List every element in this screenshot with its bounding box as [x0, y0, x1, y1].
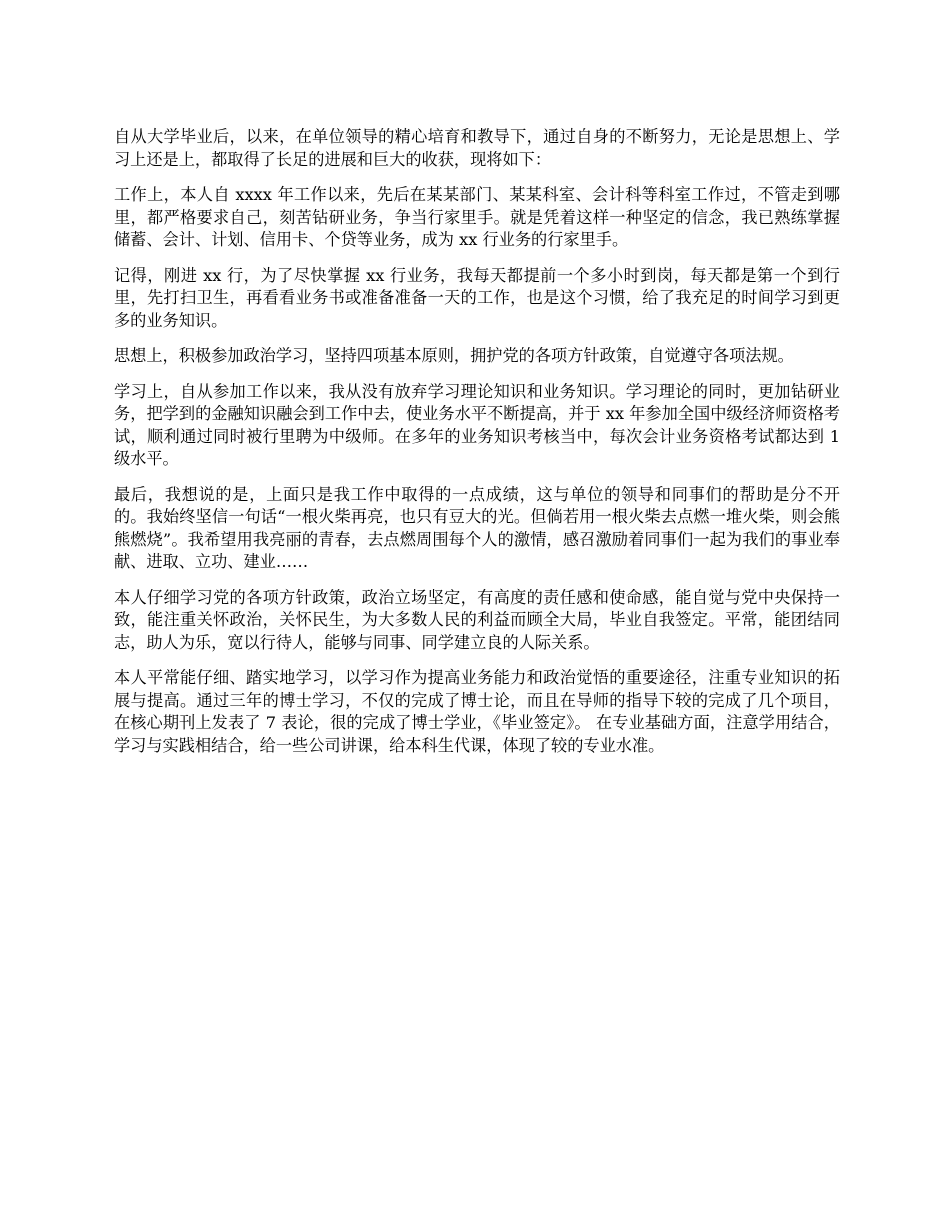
paragraph: 思想上，积极参加政治学习，坚持四项基本原则，拥护党的各项方针政策，自觉遵守各项法规。	[114, 346, 794, 365]
paragraph: 本人平常能仔细、踏实地学习，以学习作为提高业务能力和政治觉悟的重要途径，注重专业知识的拓展与提高。通过三年的博士学习，不仅的完成了博士论，而且在导师的指导下较的完成了几个项目，在核心期刊上发表了 7 表论，很的完成了博士学业，《毕业签定》。 在专业基础方面，注意学用结合，学习与实践相结合，给一些公司讲课，给本科生代课，体现了较的专业水准。	[114, 668, 840, 755]
paragraph: 记得，刚进 xx 行，为了尽快掌握 xx 行业务，我每天都提前一个多小时到岗，每天都是第一个到行里，先打扫卫生，再看看业务书或准备准备一天的工作，也是这个习惯，给了我充足的时间学习到更多的业务知识。	[114, 265, 840, 330]
paragraph: 学习上，自从参加工作以来，我从没有放弃学习理论知识和业务知识。学习理论的同时，更加钻研业务，把学到的金融知识融会到工作中去，使业务水平不断提高，并于 xx 年参加全国中级经济师资格考试，顺利通过同时被行里聘为中级师。在多年的业务知识考核当中，每次会计业务资格考试都达到 1 级水平。	[114, 381, 840, 468]
document-body	[114, 126, 840, 770]
paragraph: 本人仔细学习党的各项方针政策，政治立场坚定，有高度的责任感和使命感，能自觉与党中央保持一致，能注重关怀政治，关怀民生，为大多数人民的利益而顾全大局，毕业自我签定。平常，能团结同志，助人为乐，宽以行待人，能够与同事、同学建立良的人际关系。	[114, 587, 840, 652]
paragraph: 自从大学毕业后，以来，在单位领导的精心培育和教导下，通过自身的不断努力，无论是思想上、学习上还是上，都取得了长足的进展和巨大的收获，现将如下：	[114, 127, 840, 169]
paragraph: 最后，我想说的是，上面只是我工作中取得的一点成绩，这与单位的领导和同事们的帮助是分不开的。我始终坚信一句话“一根火柴再亮，也只有豆大的光。但倘若用一根火柴去点燃一堆火柴，则会熊熊燃烧”。我希望用我亮丽的青春，去点燃周围每个人的激情，感召激励着同事们一起为我们的事业奉献、进取、立功、建业……	[114, 484, 840, 571]
paragraph: 工作上，本人自 xxxx 年工作以来，先后在某某部门、某某科室、会计科等科室工作过，不管走到哪里，都严格要求自己，刻苦钻研业务，争当行家里手。就是凭着这样一种坚定的信念，我已熟练掌握储蓄、会计、计划、信用卡、个贷等业务，成为 xx 行业务的行家里手。	[114, 185, 840, 249]
